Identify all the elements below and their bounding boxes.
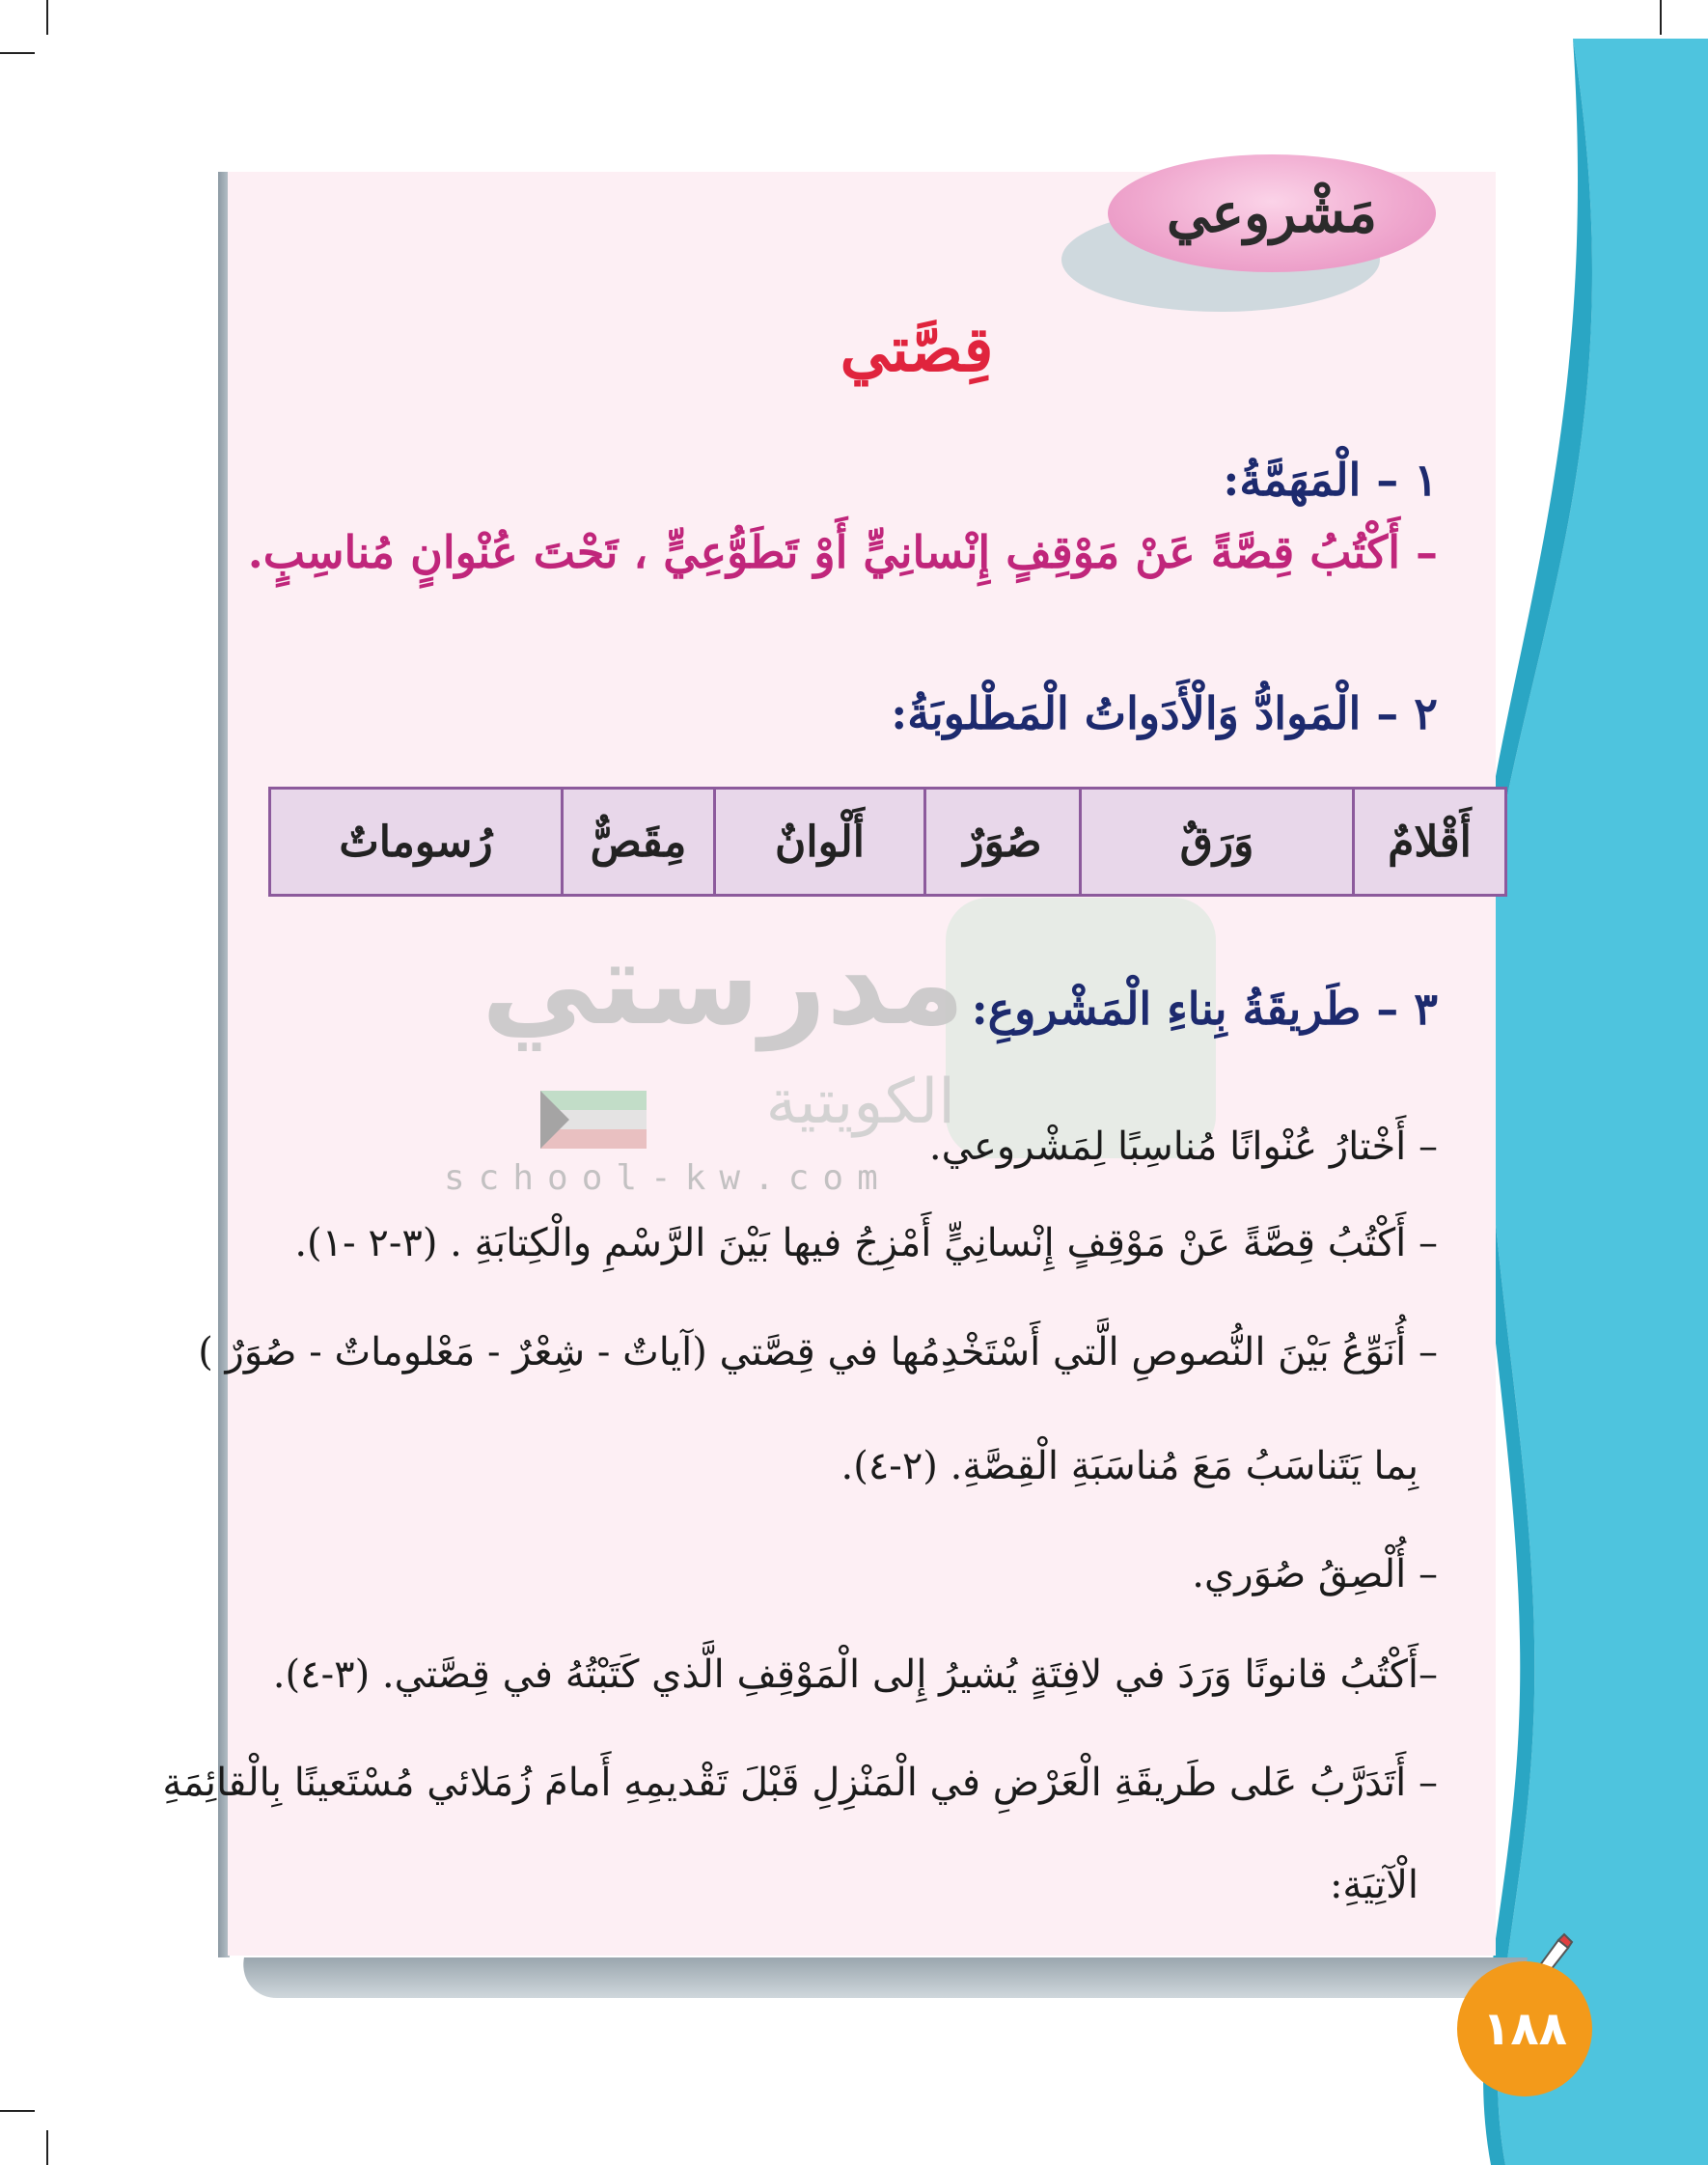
watermark: [425, 898, 965, 1216]
page-title: قِصَّتي: [840, 314, 994, 386]
section2-heading: ٢ – الْمَوادُّ وَالْأَدَواتُ الْمَطْلوبَةُ:: [891, 687, 1438, 739]
material-cell: رُسوماتٌ: [339, 817, 493, 867]
step-line: – أُنَوِّعُ بَيْنَ النُّصوصِ الَّتي أَسْتَخْدِمُها في قِصَّتي (آياتٌ - شِعْرٌ - مَعْلوماتٌ - صُوَرٌ ): [198, 1330, 1438, 1374]
step-line: بِما يَتَناسَبُ مَعَ مُناسَبَةِ الْقِصَّةِ. (٢-٤).: [840, 1444, 1419, 1488]
section1-task: – أَكْتُبُ قِصَّةً عَنْ مَوْقِفٍ إِنْسانِيٍّ أَوْ تَطَوُّعِيٍّ ، تَحْتَ عُنْوانٍ مُناسِبٍ.: [247, 526, 1438, 578]
material-cell: أَقْلامٌ: [1352, 790, 1504, 894]
step-line: – أُلْصِقُ صُوَري.: [1192, 1552, 1438, 1596]
watermark-subtitle: الكويتية: [765, 1067, 955, 1138]
watermark-flag-icon: [540, 1091, 647, 1149]
watermark-url: school-kw.com: [444, 1158, 892, 1198]
material-cell: وَرَقٌ: [1079, 790, 1352, 894]
page-number: ١٨٨: [1482, 2002, 1567, 2056]
step-line: الْآتِيَةِ:: [1329, 1863, 1419, 1907]
badge-label: مَشْروعي: [1167, 181, 1377, 245]
material-cell: أَلْوانٌ: [713, 790, 923, 894]
section1-heading: ١ – الْمَهَمَّةُ:: [1223, 454, 1438, 506]
panel-shadow-bottom: [238, 1957, 1528, 1998]
watermark-brand: مدرستي: [481, 917, 965, 1051]
materials-table: [268, 787, 1507, 897]
project-badge: [1108, 154, 1436, 272]
page-number-badge: [1457, 1961, 1592, 2096]
material-cell: مِقَصٌّ: [561, 790, 713, 894]
step-line: – أَخْتارُ عُنْوانًا مُناسِبًا لِمَشْروعي.: [928, 1124, 1438, 1169]
step-line: – أَكْتُبُ قِصَّةً عَنْ مَوْقِفٍ إِنْسانِيٍّ أَمْزِجُ فيها بَيْنَ الرَّسْمِ والْكِتابَةِ . (٣-٢ -١).: [294, 1221, 1438, 1265]
section3-heading: ٣ – طَريقَةُ بِناءِ الْمَشْروعِ:: [971, 983, 1438, 1035]
step-line: – أَتَدَرَّبُ عَلى طَريقَةِ الْعَرْضِ في الْمَنْزِلِ قَبْلَ تَقْديمِهِ أَمامَ زُمَلائي مُسْتَعينًا بِالْقائِمَةِ: [162, 1761, 1438, 1805]
material-cell: صُوَرٌ: [923, 790, 1079, 894]
step-line: –أَكْتُبُ قانونًا وَرَدَ في لافِتَةٍ يُشيرُ إِلى الْمَوْقِفِ الَّذي كَتَبْتُهُ في قِصَّتي. (٣-٤).: [272, 1652, 1438, 1697]
